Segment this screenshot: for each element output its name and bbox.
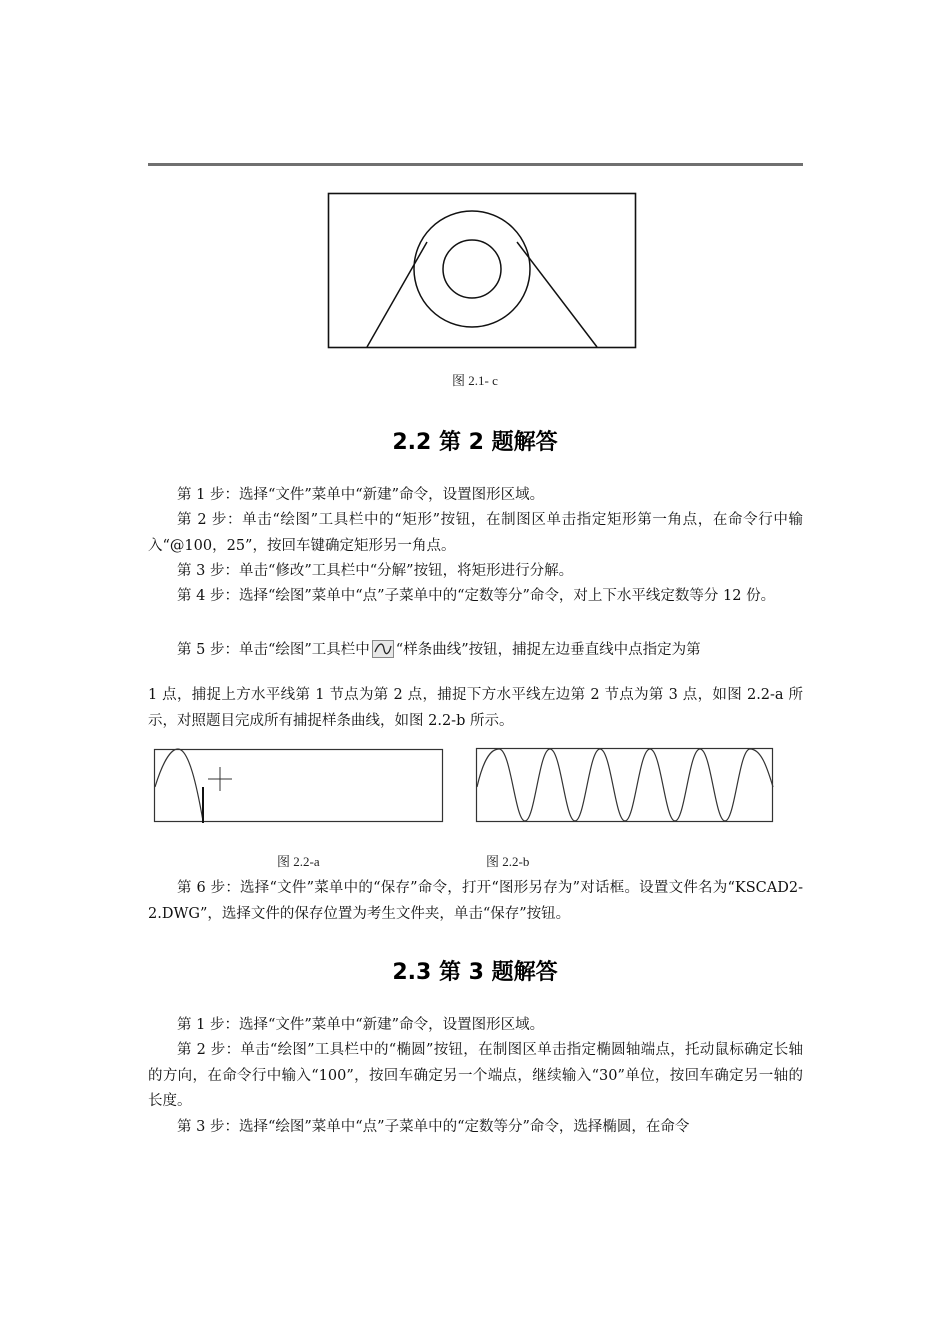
section-2-3-step-1: 第 1 步：选择“文件”菜单中“新建”命令，设置图形区域。: [177, 1017, 545, 1033]
section-2-2-step-3: 第 3 步：单击“修改”工具栏中“分解”按钮，将矩形进行分解。: [177, 563, 574, 579]
section-2-3-step-2: 第 2 步：单击“绘图”工具栏中的“椭圆”按钮，在制图区单击指定椭圆轴端点，托动鼠标确定长轴的方向，在命令行中输入“100”，按回车确定另一个端点，继续输入“30”单位，按回车确定另一轴的长度。: [148, 1042, 803, 1109]
figure-2-1-c: [327, 192, 639, 352]
figure-2-2-b-caption: 图 2.2-b: [486, 854, 530, 869]
section-2-2-step-4: 第 4 步：选择“绘图”菜单中“点”子菜单中的“定数等分”命令，对上下水平线定数等分 12 份。: [177, 588, 776, 604]
section-2-2-step-2: 第 2 步：单击“绘图”工具栏中的“矩形”按钮，在制图区单击指定矩形第一角点，在命令行中输入“@100，25”，按回车键确定矩形另一角点。: [148, 512, 803, 554]
section-2-2-step-5: [148, 638, 803, 664]
section-2-3-step-3: 第 3 步：选择“绘图”菜单中“点”子菜单中的“定数等分”命令，选择椭圆，在命令: [177, 1119, 690, 1135]
figure-2-2-a-caption: 图 2.2-a: [277, 854, 320, 869]
figure-2-2-b: [475, 747, 775, 825]
figure-2-1-c-caption: 图 2.1- c: [452, 373, 498, 388]
step-5-text-before: 第 5 步：单击“绘图”工具栏中: [177, 642, 370, 658]
section-2-2-step-6: 第 6 步：选择“文件”菜单中的“保存”命令，打开“图形另存为”对话框。设置文件名为“KSCAD2-2.DWG”，选择文件的保存位置为考生文件夹，单击“保存”按钮。: [148, 880, 803, 922]
spline-button-icon[interactable]: [372, 640, 394, 658]
step-5-text-after: “样条曲线”按钮，捕捉左边垂直线中点指定为第: [395, 642, 701, 658]
section-2-2-step-1: 第 1 步：选择“文件”菜单中“新建”命令，设置图形区域。: [177, 487, 545, 503]
section-2-3-heading: 2.3 第 3 题解答: [392, 960, 558, 985]
section-2-2-step-5-cont: 1 点，捕捉上方水平线第 1 节点为第 2 点，捕捉下方水平线左边第 2 节点为第 3 点，如图 2.2-a 所示，对照题目完成所有捕捉样条曲线，如图 2.2-b 所示。: [148, 687, 803, 729]
section-2-2-heading: 2.2 第 2 题解答: [392, 430, 558, 455]
figure-2-2-a: [153, 747, 445, 825]
header-rule: [148, 163, 803, 166]
